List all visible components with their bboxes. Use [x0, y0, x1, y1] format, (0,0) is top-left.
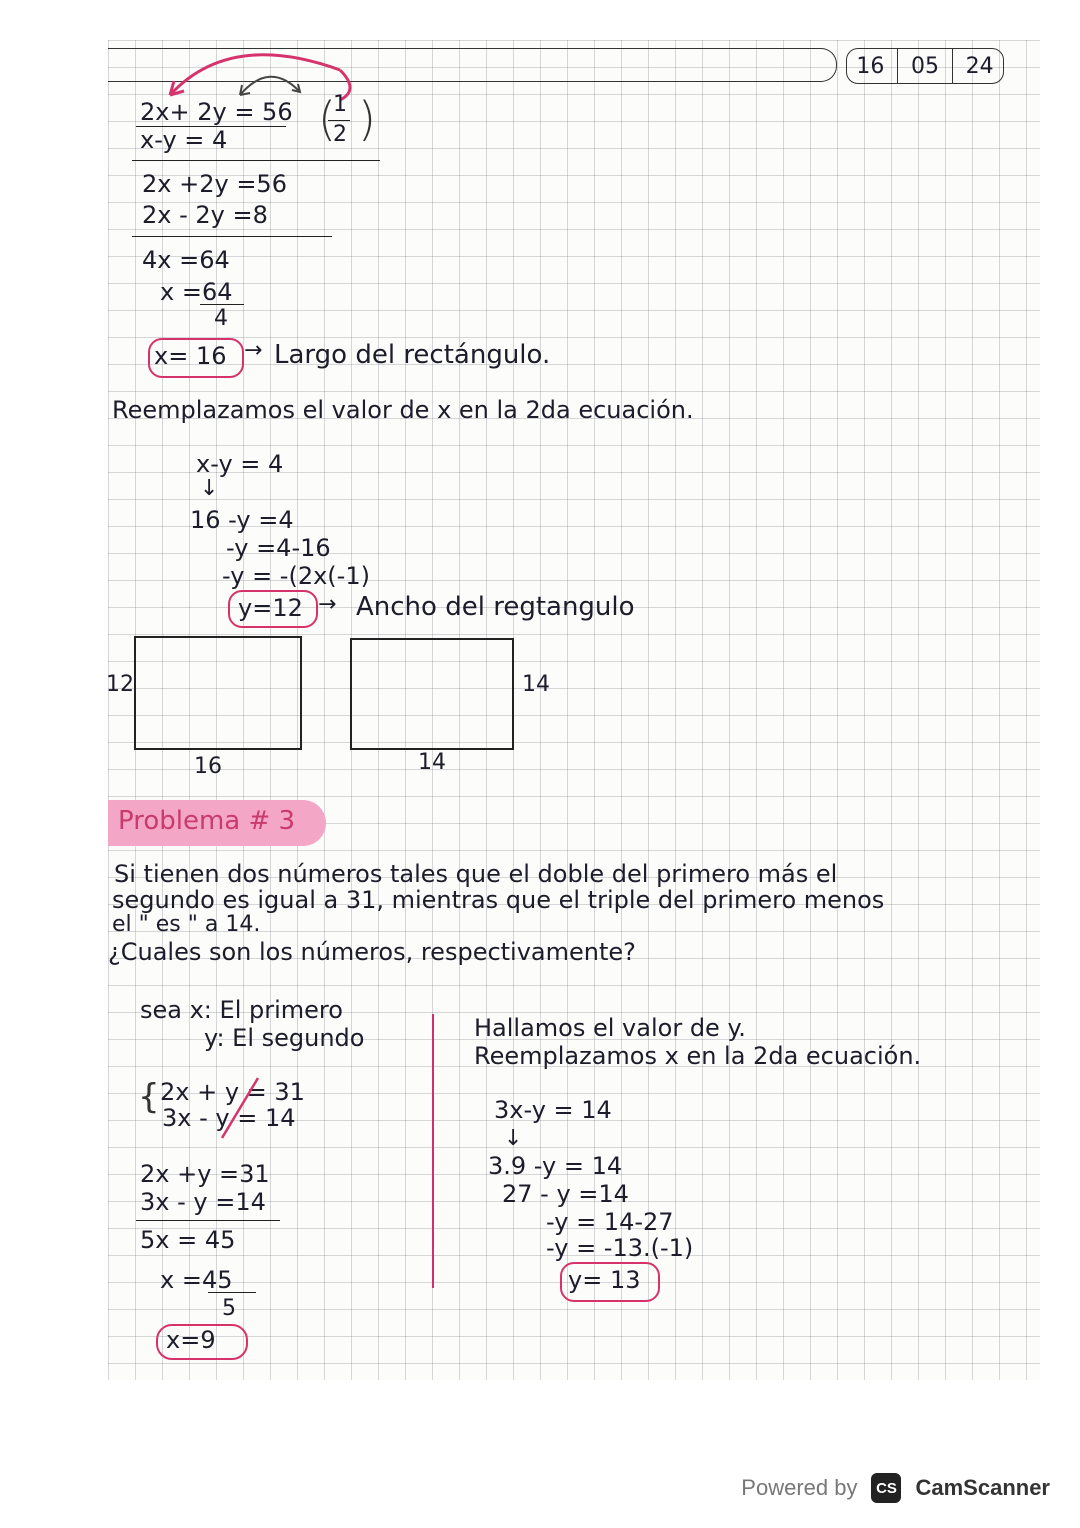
result-x: x= 16: [154, 342, 227, 370]
statement-line-1: Si tienen dos números tales que el doble del primero más el: [114, 860, 838, 888]
multiplier-num: 1: [333, 92, 347, 117]
sys-eq2: 3x - y = 14: [162, 1104, 296, 1132]
camscanner-brand: CamScanner: [915, 1475, 1050, 1500]
r-arrow: ↓: [504, 1126, 523, 1151]
date-day: 16: [856, 53, 885, 79]
statement-line-4: ¿Cuales son los números, respectivamente?: [108, 938, 636, 966]
sys-b: 2x - 2y =8: [142, 201, 268, 229]
eq2: x-y = 4: [140, 126, 228, 154]
r-eq: 3x-y = 14: [494, 1096, 612, 1124]
result-x-note: Largo del rectángulo.: [274, 340, 551, 370]
add-b: 3x - y =14: [140, 1188, 266, 1216]
eq1: 2x+ 2y = 56: [140, 98, 293, 126]
right-line-1: Hallamos el valor de y.: [474, 1014, 746, 1042]
result-y2: y= 13: [568, 1266, 641, 1294]
replace-note: Reemplazamos el valor de x en la 2da ecuación.: [112, 396, 694, 424]
camscanner-icon: CS: [871, 1473, 901, 1503]
result-y: y=12: [238, 594, 303, 622]
sub-step3: -y = -(2x(-1): [222, 562, 370, 590]
r-step4: -y = -13.(-1): [546, 1234, 694, 1262]
rect1-base: 16: [194, 754, 222, 779]
sys-a: 2x +2y =56: [142, 170, 287, 198]
let-x: sea x: El primero: [140, 996, 343, 1024]
statement-line-2: segundo es igual a 31, mientras que el triple del primero menos: [112, 886, 885, 914]
div-x: x =64: [160, 278, 233, 306]
date-year: 24: [965, 53, 994, 79]
multiplier-den: 2: [333, 122, 347, 147]
sub-eq: x-y = 4: [196, 450, 284, 478]
sub-step2: -y =4-16: [226, 534, 331, 562]
add-a: 2x +y =31: [140, 1160, 270, 1188]
result-x2: x=9: [166, 1326, 216, 1354]
sub-step1: 16 -y =4: [190, 506, 294, 534]
problem-title: Problema # 3: [118, 806, 296, 836]
right-line-2: Reemplazamos x en la 2da ecuación.: [474, 1042, 922, 1070]
date-month: 05: [910, 53, 939, 79]
div-den-2: 5: [222, 1296, 236, 1321]
r-step1: 3.9 -y = 14: [488, 1152, 623, 1180]
result-y-note: Ancho del regtangulo: [356, 592, 635, 622]
sub-arrow: ↓: [200, 476, 219, 501]
rect2-base: 14: [418, 750, 446, 775]
div-x-2: x =45: [160, 1266, 233, 1294]
sum-5x: 5x = 45: [140, 1226, 236, 1254]
r-step2: 27 - y =14: [502, 1180, 629, 1208]
statement-line-3: el " es " a 14.: [112, 912, 261, 937]
div-den: 4: [214, 306, 228, 331]
column-divider: [432, 1014, 434, 1288]
rect1-side: 12: [106, 672, 134, 697]
r-step3: -y = 14-27: [546, 1208, 674, 1236]
rect2-side: 14: [522, 672, 550, 697]
sum-4x: 4x =64: [142, 246, 230, 274]
camscanner-watermark: [741, 1468, 1050, 1508]
powered-by-label: Powered by: [741, 1475, 858, 1500]
let-y: y: El segundo: [204, 1024, 365, 1052]
sys-eq1: 2x + y = 31: [160, 1078, 305, 1106]
